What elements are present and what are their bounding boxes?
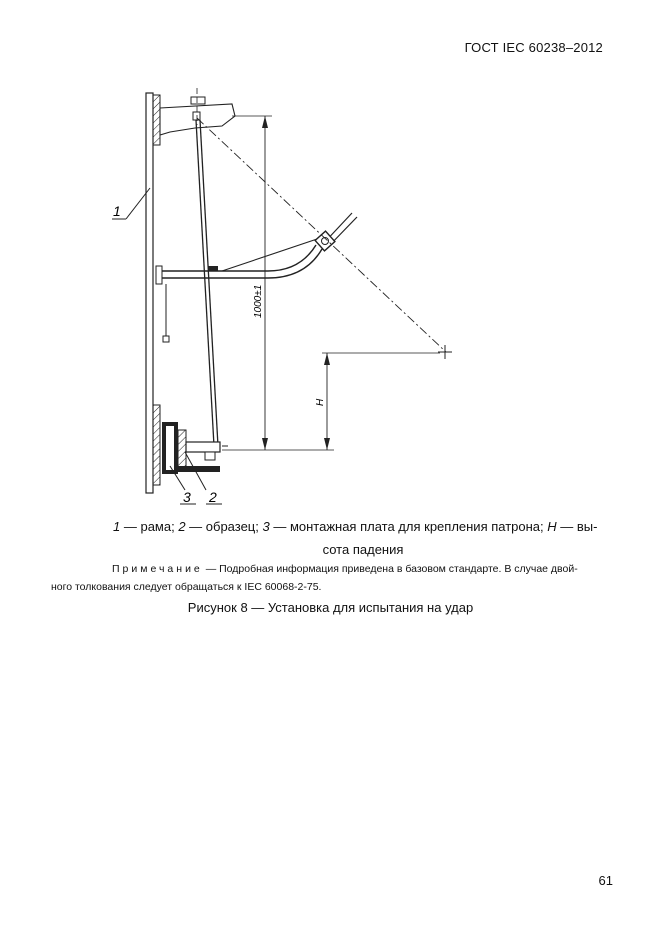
callout-frame-number: 1 [113,203,121,219]
dimension-height-label: H [315,398,326,406]
raised-pendulum [315,213,357,251]
dimension-length-label: 1000±1 [253,284,264,318]
legend-text-4: — вы- [556,519,598,534]
frame [146,93,162,493]
swing-line [197,118,446,352]
holding-arm [162,236,326,342]
note-label: Примечание [112,563,203,575]
callout-sample-number: 2 [209,489,217,505]
legend-number-2: 2 [178,519,186,534]
legend-text-continuation: сота падения [322,542,404,557]
figure-legend [113,515,613,561]
dimension-height [322,353,440,450]
legend-number-h: H [547,519,557,534]
pendulum-rod [196,120,218,446]
note-text-line2: ного толкования следует обращаться к IEC 60068-2-75. [51,581,322,593]
note [51,560,611,596]
bottom-assembly [162,422,228,474]
legend-text-1: — рама; [120,519,179,534]
figure-title: Рисунок 8 — Установка для испытания на удар [187,600,474,615]
document-header: ГОСТ IEC 60238–2012 [464,40,603,55]
note-text-line1: — Подробная информация приведена в базовом стандарте. В случае двой- [202,563,578,575]
callout-plate-number: 3 [183,489,191,505]
legend-number-3: 3 [262,519,270,534]
legend-number-1: 1 [113,519,121,534]
legend-text-2: — образец; [185,519,263,534]
top-bracket [160,88,235,135]
page-number: 61 [598,873,613,888]
end-mark [438,345,452,359]
legend-text-3: — монтажная плата для крепления патрона; [269,519,548,534]
